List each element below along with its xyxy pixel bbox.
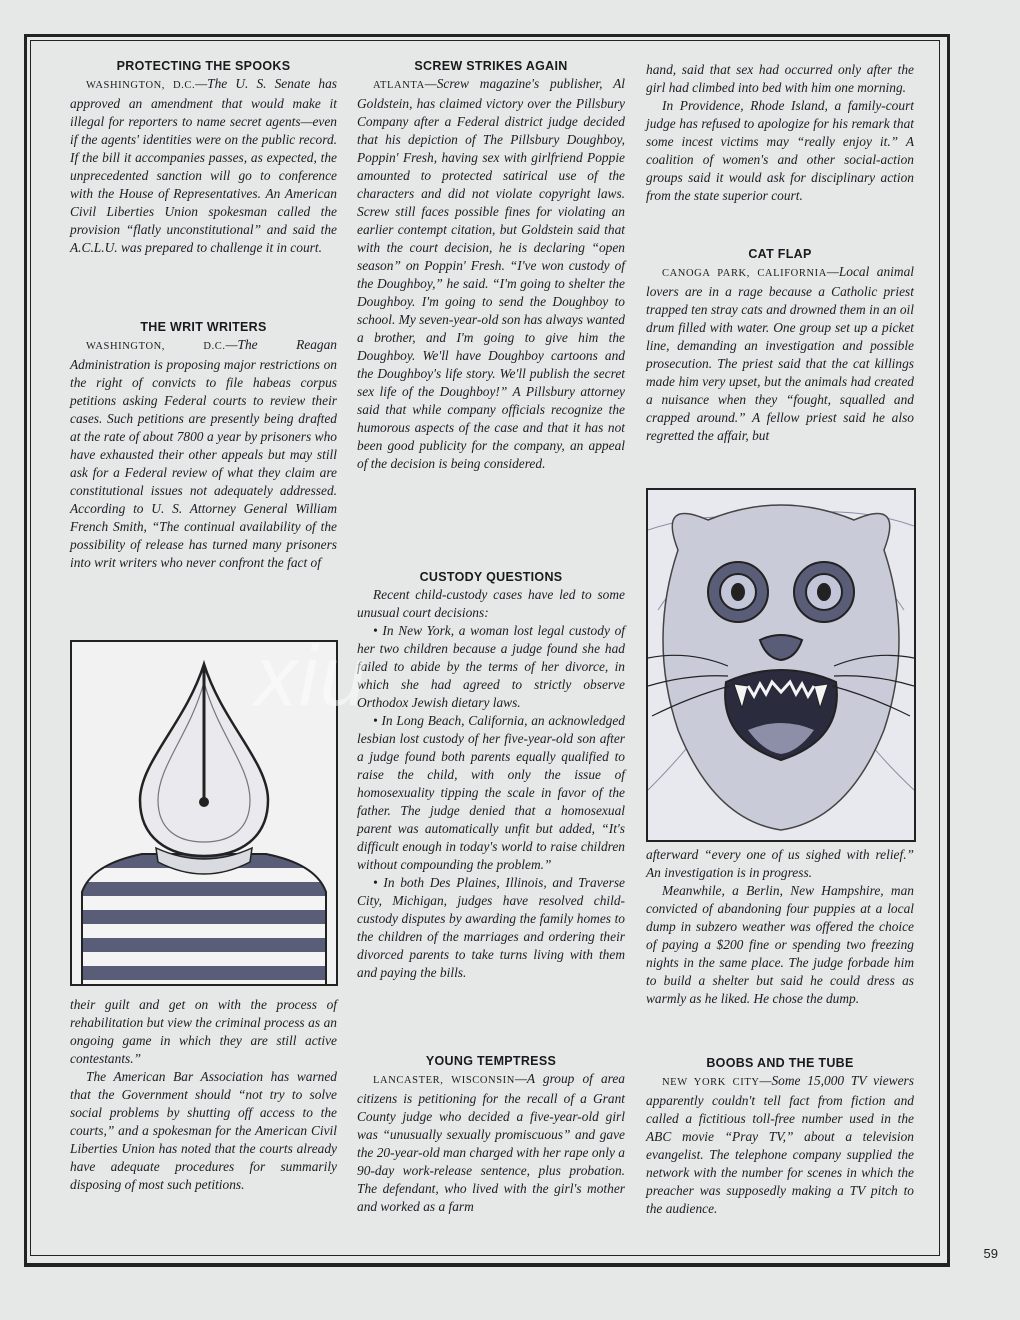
headline: THE WRIT WRITERS <box>140 320 267 334</box>
article-young-temptress <box>357 1054 625 1216</box>
headline: YOUNG TEMPTRESS <box>425 1054 557 1068</box>
dateline: WASHINGTON, D.C. <box>86 80 196 91</box>
dateline: WASHINGTON, D.C. <box>86 341 226 352</box>
dateline: NEW YORK CITY <box>662 1077 760 1088</box>
article-paragraph: In Providence, Rhode Island, a family-court judge has refused to apologize for his remark that some incest victims may “really enjoy it.” A coalition of women's and other social-action groups said it would ask for disciplinary action from the state superior court. <box>646 98 914 203</box>
article-body-continued: afterward “every one of us sighed with relief.” An investigation is in progress. <box>646 847 914 880</box>
page-number: 59 <box>983 1246 998 1261</box>
article-paragraph: The American Bar Association has warned that the Government should “not try to solve social problems by shutting off access to the courts,” and a spokesman for the American Civil Liberties Union has noted that the courts already have adequate procedures for summarily disposing of most such petitions. <box>70 1069 337 1192</box>
article-protecting-the-spooks <box>70 59 337 257</box>
article-body-continued: hand, said that sex had occurred only after the girl had climbed into bed with him one morning. <box>646 62 914 95</box>
article-body: NEW YORK CITY—Some 15,000 TV viewers apparently couldn't tell fact from fiction and called a fictitious toll-free number used in the ABC movie “Pray TV,” about a television evangelist. The telephone company supplied the network with the number for scenes in which the preacher was supposedly making a TV pitch to the audience. <box>646 1073 914 1216</box>
article-cat-flap <box>646 247 914 445</box>
pen-nib-prisoner-illustration <box>70 640 338 986</box>
article-body: LANCASTER, WISCONSIN—A group of area citizens is petitioning for the recall of a Grant County judge who decided a five-year-old girl was “unusually sexually promiscuous” and gave the 20-year-old man charged with her rape only a 90-day work-release sentence, plus probation. The defendant, who lived with the girl's mother and worked as a farm <box>357 1071 625 1214</box>
headline: PROTECTING THE SPOOKS <box>116 59 291 73</box>
snarling-cat-illustration <box>646 488 916 842</box>
article-body: WASHINGTON, D.C.—The Reagan Administration is proposing major restrictions on the right of convicts to file habeas corpus petitions asking Federal courts to review their cases. Such petitions are presently being drafted at the rate of about 7800 a year by prisoners who have exhausted their other appeals but may still ask for a Federal review of what they claim are constitutional issues not adequately addressed. According to U. S. Attorney General William French Smith, “The continual availability of the possibility of release has turned many prisoners into writ writers who never confront the fact of <box>70 337 337 570</box>
article-young-temptress-continued <box>646 61 914 205</box>
dateline: CANOGA PARK, CALIFORNIA <box>662 268 827 279</box>
article-body: ATLANTA—Screw magazine's publisher, Al Goldstein, has claimed victory over the Pillsbury Company after a Federal district judge decided that his depiction of The Pillsbury Doughboy, Poppin' Fresh, having sex with girlfriend Poppie amounted to protected satirical use of the characters and did not violate copyright laws. Screw still faces possible fines for violating an earlier contempt citation, but Goldstein said that with the court decision, he is declaring “open season” on Poppin' Fresh. “I've won custody of the Doughboy,” he said. “I'm going to shelter the Doughboy. I'm going to send the Doughboy to school. My seven-year-old son has always wanted a brother, and I'm going to give him the Doughboy. We'll have Doughboy cartoons and the Doughboy's life story. We'll publish the secret sex life of the Doughboy!” A Pillsbury attorney said that while company officials recognize the humorous aspects of the case and that it has not been good publicity for the company, an appeal of the decision is being considered. <box>357 76 625 471</box>
article-screw-strikes-again <box>357 59 625 473</box>
article-body-continued: their guilt and get on with the process of rehabilitation but view the criminal process as an ongoing game in which they are still active contestants.” <box>70 997 337 1066</box>
headline: CAT FLAP <box>748 247 812 261</box>
headline: CUSTODY QUESTIONS <box>419 570 563 584</box>
dateline: ATLANTA <box>373 80 425 91</box>
article-body: CANOGA PARK, CALIFORNIA—Local animal lovers are in a rage because a Catholic priest trapped ten stray cats and drowned them in an oil drum filled with water. One group set up a picket line, demanding an investigation and possible prosecution. The priest said that the cat killings made him very upset, but the animals had created a nuisance when they “fought, squalled and crapped around.” A fellow priest said he also regretted the affair, but <box>646 264 914 443</box>
article-bullet: • In Long Beach, California, an acknowledged lesbian lost custody of her five-year-old son after a judge found both parents equally qualified to raise the child, with only the issue of homosexuality tipping the scale in favor of the father. The judge denied that a homosexual parent was automatically unfit but added, “It's difficult enough in today's world to raise children without compounding the problem.” <box>357 713 625 872</box>
article-body: WASHINGTON, D.C.—The U. S. Senate has approved an amendment that would make it illegal for reporters to name secret agents—even if the agents' identities were on the public record. If the bill it accompanies passes, as expected, the unprecedented sanction will go to conference with the House of Representatives. An American Civil Liberties Union spokesman called the provision “flatly unconstitutional” and said the A.C.L.U. was prepared to challenge it in court. <box>70 76 337 255</box>
article-bullet: • In New York, a woman lost legal custody of her two children because a judge found she had failed to abide by the terms of her divorce, in which she had agreed to strictly observe Orthodox Jewish dietary laws. <box>357 623 625 710</box>
article-cat-flap-continued <box>646 846 914 1008</box>
headline: BOOBS AND THE TUBE <box>706 1056 854 1070</box>
article-custody-questions <box>357 570 625 982</box>
article-boobs-and-the-tube <box>646 1056 914 1218</box>
headline: SCREW STRIKES AGAIN <box>414 59 568 73</box>
article-paragraph: Meanwhile, a Berlin, New Hampshire, man convicted of abandoning four puppies at a local dump in subzero weather was offered the choice of paying a $200 fine or spending two freezing nights in the same place. The judge forbade him to build a shelter but said he could dress as warmly as he liked. He chose the dump. <box>646 883 914 1006</box>
article-writ-writers-continued <box>70 996 337 1194</box>
article-the-writ-writers <box>70 320 337 572</box>
article-intro: Recent child-custody cases have led to some unusual court decisions: <box>357 587 625 620</box>
watermark: xiu <box>255 629 369 723</box>
article-bullet: • In both Des Plaines, Illinois, and Traverse City, Michigan, judges have resolved child-custody disputes by awarding the family homes to the children of the marriages and ordering their divorced parents to take turns living with them and paying the bills. <box>357 875 625 980</box>
dateline: LANCASTER, WISCONSIN <box>373 1075 515 1086</box>
